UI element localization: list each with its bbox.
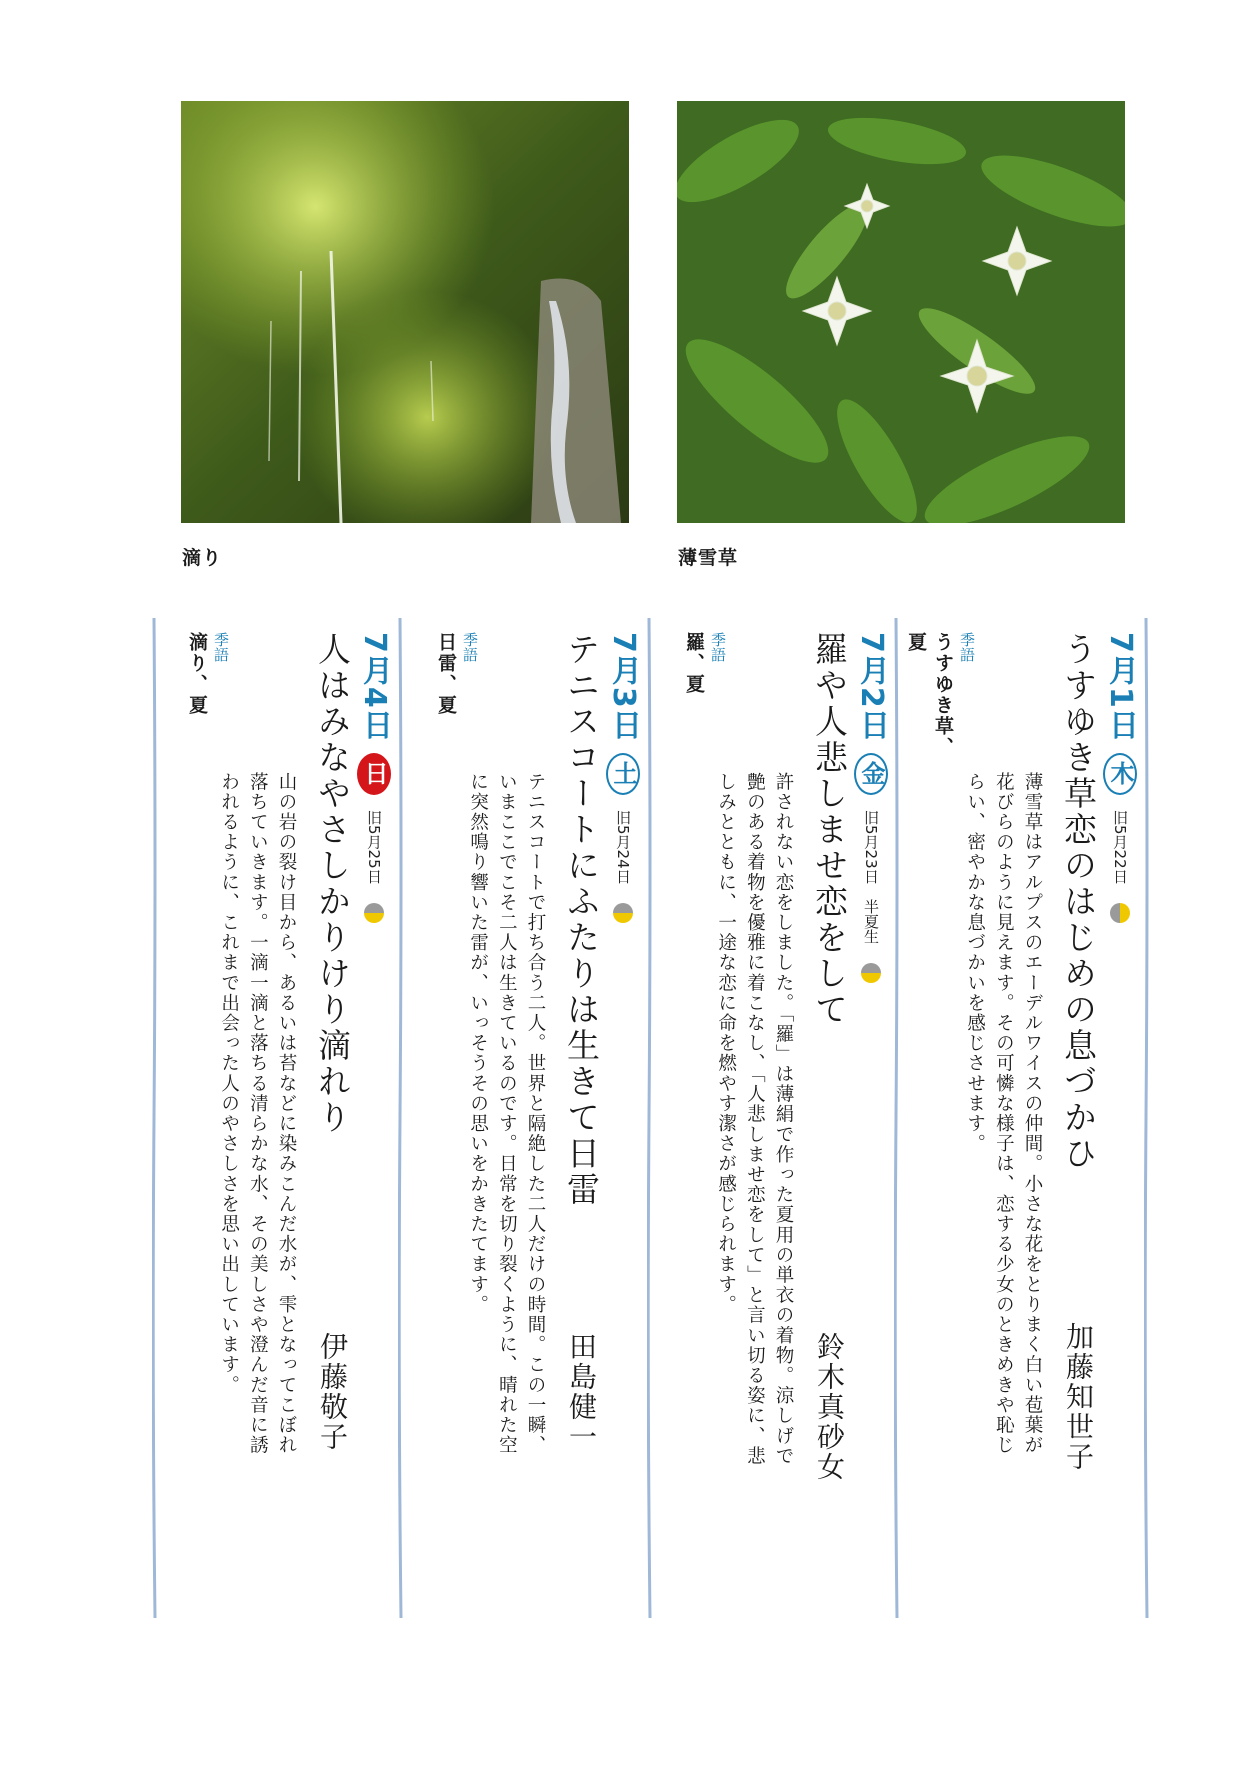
date-block bbox=[1098, 632, 1142, 923]
entry-july-1 bbox=[906, 632, 1142, 1612]
kigo-label: 季語 bbox=[709, 632, 727, 662]
kigo: うすゆき草、夏 bbox=[905, 632, 954, 758]
weekday-badge: 金 bbox=[854, 753, 888, 795]
kigo-label: 季語 bbox=[461, 632, 479, 662]
entry-date: 7月3日 bbox=[606, 632, 641, 742]
kigo-block bbox=[433, 632, 481, 752]
commentary: 許されない恋をしました。「羅」は薄絹で作った夏用の単衣の着物。涼しげで艶のある着物を優雅に着こなし、「人悲しませ恋をして」と言い切る姿に、悲しみとともに、一途な恋に命を燃やす潔さが感じられます。 bbox=[715, 772, 794, 1467]
lunar-date: 旧5月24日 bbox=[614, 809, 632, 884]
haiku-author: 鈴木真砂女 bbox=[813, 1332, 846, 1482]
solar-term: 半夏生 bbox=[862, 898, 880, 944]
date-block bbox=[849, 632, 893, 983]
date-block bbox=[352, 632, 396, 923]
commentary: テニスコートで打ち合う二人。世界と隔絶した二人だけの時間。この一瞬、いまここでこそ二人は生きているのです。日常を切り裂くように、晴れた空に突然鳴り響いた雷が、いっそうその思いをかきたてます。 bbox=[467, 772, 546, 1456]
moss-waterfall-photo bbox=[181, 101, 629, 523]
haiku: 人はみなやさしかりけり滴れり bbox=[313, 632, 352, 1136]
entry-july-3 bbox=[409, 632, 645, 1612]
photo-caption-2: 薄雪草 bbox=[678, 547, 739, 569]
kigo-block bbox=[903, 632, 978, 772]
column-rule bbox=[894, 618, 899, 1618]
column-rule bbox=[398, 618, 403, 1618]
entry-july-2 bbox=[657, 632, 893, 1612]
weekday-badge: 日 bbox=[357, 753, 391, 795]
haiku: うすゆき草恋のはじめの息づかひ bbox=[1059, 632, 1098, 1172]
kigo: 滴り、夏 bbox=[186, 632, 208, 716]
photo-caption-1: 滴り bbox=[182, 547, 223, 569]
kigo-block bbox=[184, 632, 232, 752]
lunar-date: 旧5月25日 bbox=[365, 809, 383, 884]
commentary: 薄雪草はアルプスのエーデルワイスの仲間。小さな花をとりまく白い苞葉が花びらのように見えます。その可憐な様子は、恋する少女のときめきや恥じらい、密やかな息づかいを感じさせます。 bbox=[964, 772, 1043, 1456]
kigo: 羅、夏 bbox=[683, 632, 705, 695]
entry-date: 7月1日 bbox=[1103, 632, 1138, 742]
moon-phase-icon bbox=[613, 903, 633, 923]
column-rule bbox=[152, 618, 157, 1618]
kigo-label: 季語 bbox=[958, 632, 976, 662]
haiku: 羅や人悲しませ恋をして bbox=[810, 632, 849, 1028]
moon-phase-icon bbox=[1110, 903, 1130, 923]
commentary: 山の岩の裂け目から、あるいは苔などに染みこんだ水が、雫となってこぼれ落ちていきます。一滴一滴と落ちる清らかな水、その美しさや澄んだ音に誘われるように、これまで出会った人のやさしさを思い出しています。 bbox=[218, 772, 297, 1456]
date-block bbox=[601, 632, 645, 923]
column-rule bbox=[647, 618, 652, 1618]
entry-date: 7月4日 bbox=[357, 632, 392, 742]
entry-date: 7月2日 bbox=[854, 632, 889, 742]
weekday-badge: 土 bbox=[606, 753, 640, 795]
kigo-block bbox=[681, 632, 729, 752]
edelweiss-flower-photo bbox=[677, 101, 1125, 523]
column-rule bbox=[1144, 618, 1149, 1618]
entry-july-4 bbox=[160, 632, 396, 1612]
haiku-author: 加藤知世子 bbox=[1062, 1322, 1095, 1472]
haiku: テニスコートにふたりは生きて日雷 bbox=[562, 632, 601, 1208]
kigo-label: 季語 bbox=[212, 632, 230, 662]
lunar-date: 旧5月22日 bbox=[1111, 809, 1129, 884]
haiku-author: 伊藤敬子 bbox=[316, 1332, 349, 1452]
moon-phase-icon bbox=[364, 903, 384, 923]
haiku-author: 田島健一 bbox=[565, 1332, 598, 1452]
moon-phase-icon bbox=[861, 963, 881, 983]
lunar-date: 旧5月23日 bbox=[862, 809, 880, 884]
weekday-badge: 木 bbox=[1103, 753, 1137, 795]
kigo: 日雷、夏 bbox=[435, 632, 457, 716]
